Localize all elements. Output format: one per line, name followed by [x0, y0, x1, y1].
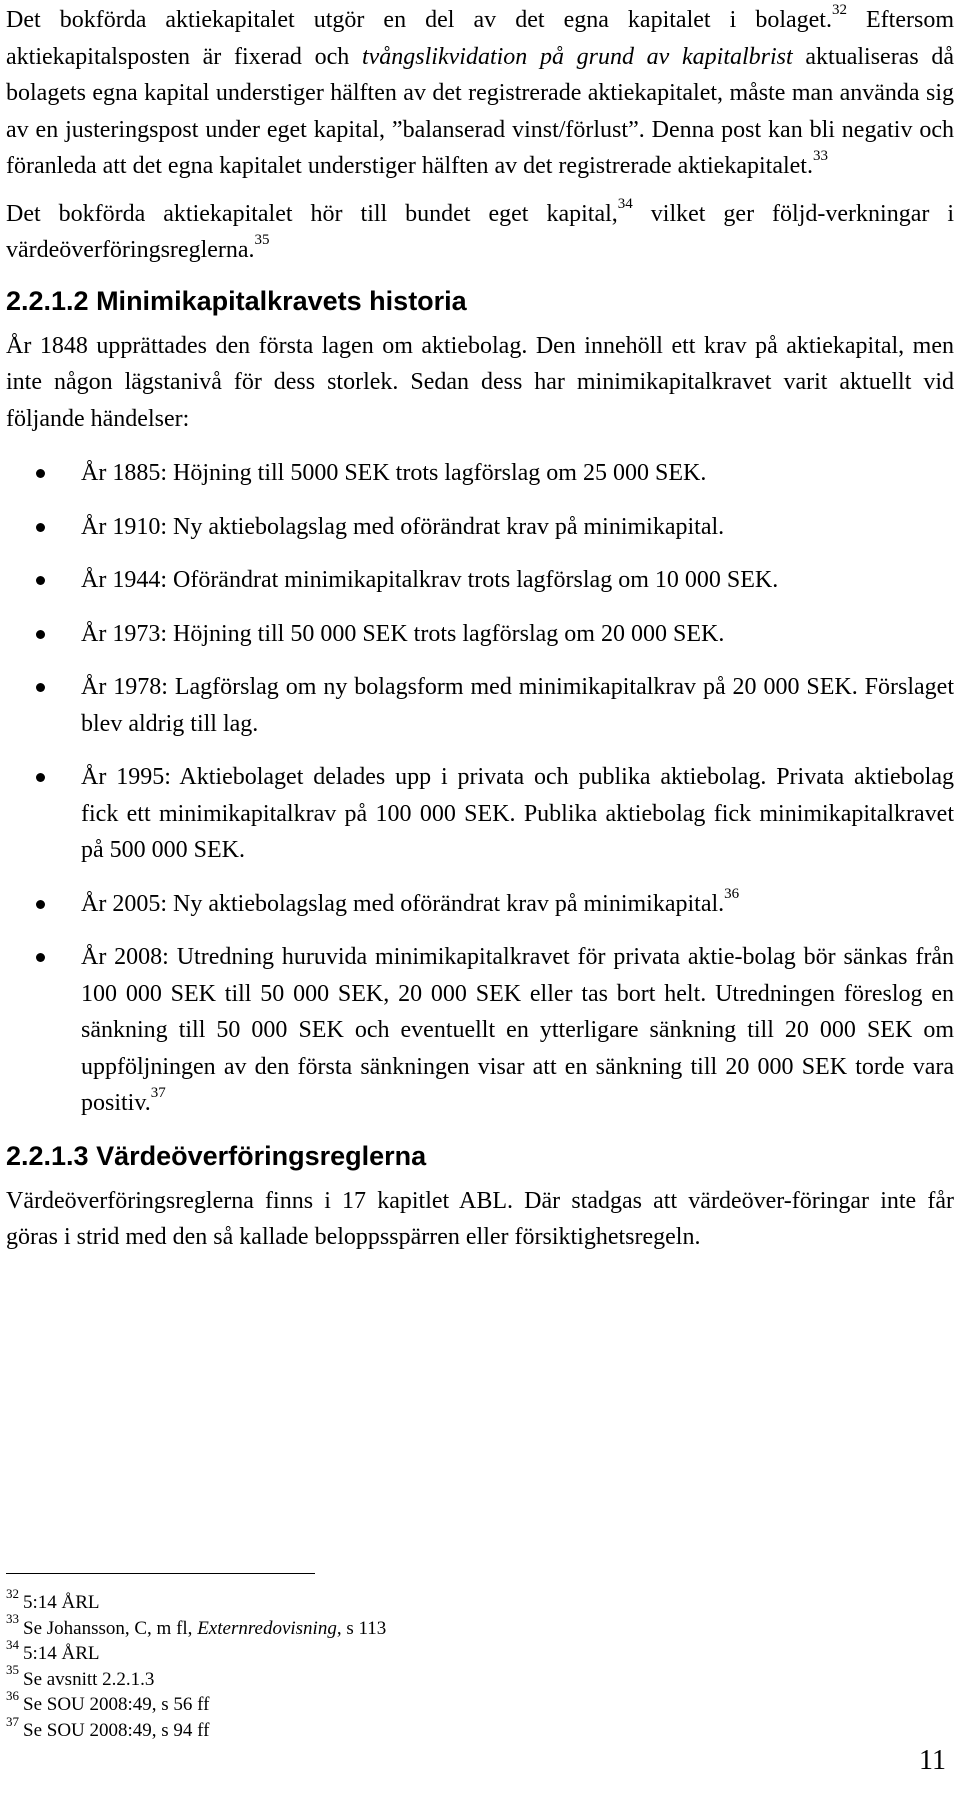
list-item [6, 562, 954, 599]
footnote-ref-36[interactable]: 36 [724, 885, 740, 902]
footnote-ref-37[interactable]: 37 [150, 1085, 166, 1101]
footnote-text: 5:14 ÅRL [23, 1643, 100, 1665]
list-item [6, 669, 954, 742]
footnote-italic-title: Externredovisning [197, 1617, 337, 1639]
list-item [6, 759, 954, 869]
footnote-number: 37 [6, 1713, 19, 1729]
paragraph-vardeoverforing: Värdeöverföringsreglerna finns i 17 kapitlet ABL. Där stadgas att värdeöver-föringar inte får göras i strid med den så kallade beloppsspärren eller försiktighetsregeln. [6, 1187, 954, 1250]
paragraph-bundet-kapital [6, 196, 954, 269]
bullet-icon [36, 576, 45, 585]
bullet-icon [36, 523, 45, 532]
bullet-icon [36, 630, 45, 639]
list-item-text: År 1910: Ny aktiebolagslag med oförändrat krav på minimikapital. [81, 513, 725, 540]
footnote-text: Se Johansson, C, m fl, [23, 1617, 198, 1639]
history-bullet-list [6, 455, 954, 1122]
paragraph-text: aktualiseras då bolagets egna kapital understiger hälften av det registrerade aktiekapitalet, måste man använda sig av en justeringspost under eget kapital, ”balanserad vinst/förlust”. Denna post kan bli negativ och föranleda att det egna kapitalet understiger hälften av det registrerade aktiekapitalet. [6, 43, 955, 179]
list-item-text: År 2008: Utredning huruvida minimikapitalkravet för privata aktie-bolag bör sänkas från 100 000 SEK till 50 000 SEK, 20 000 SEK eller tas bort helt. Utredningen föreslog en sänkning till 50 000 SEK och eventuellt en ytterligare sänkning till 20 000 SEK om uppföljningen av den första sänkningen visar att en sänkning till 20 000 SEK torde vara positiv. [81, 944, 954, 1116]
list-item-text: År 1978: Lagförslag om ny bolagsform med minimikapitalkrav på 20 000 SEK. Förslaget blev aldrig till lag. [81, 674, 954, 737]
footnote-number: 34 [6, 1636, 19, 1652]
list-item-text: År 1944: Oförändrat minimikapitalkrav trots lagförslag om 10 000 SEK. [81, 567, 779, 593]
footnote-ref-33[interactable]: 33 [812, 148, 828, 164]
footnote-item [6, 1662, 386, 1693]
footnote-item [6, 1636, 386, 1667]
section-heading-minimikapital: 2.2.1.2 Minimikapitalkravets historia [6, 285, 467, 316]
footnote-list [6, 1585, 387, 1744]
footnote-number: 36 [6, 1688, 19, 1704]
paragraph-text: Det bokförda aktiekapitalet hör till bundet eget kapital, [6, 200, 618, 227]
bullet-icon [36, 773, 45, 782]
footnote-text: 5:14 ÅRL [23, 1592, 100, 1613]
bullet-icon [36, 900, 45, 909]
footnote-ref-34[interactable]: 34 [617, 195, 633, 212]
list-item [6, 939, 954, 1122]
list-item [6, 455, 954, 492]
italic-term: tvångslikvidation på grund av kapitalbrist [361, 43, 793, 70]
footnote-text: , s 113 [336, 1617, 387, 1639]
list-item [6, 509, 954, 546]
footnote-ref-35[interactable]: 35 [254, 232, 270, 248]
footnote-number: 35 [6, 1662, 19, 1678]
main-content [6, 0, 954, 1256]
bullet-icon [36, 469, 45, 478]
footnote-item [6, 1585, 386, 1616]
paragraph-text: Det bokförda aktiekapitalet utgör en del av det egna kapitalet i bolaget. [6, 7, 832, 33]
footnote-ref-32[interactable]: 32 [831, 2, 847, 18]
bullet-icon [36, 953, 45, 962]
footnote-text: Se SOU 2008:49, s 94 ff [23, 1719, 210, 1741]
paragraph-text: Eftersom aktiekapitalsposten är fixerad och [6, 7, 954, 70]
footnote-item [6, 1713, 386, 1744]
footnote-number: 33 [6, 1611, 19, 1627]
paragraph-text: vilket ger följd-verkningar i värdeöverföringsreglerna. [6, 200, 954, 263]
footnote-text: Se SOU 2008:49, s 56 ff [23, 1694, 210, 1716]
list-item-text: År 1885: Höjning till 5000 SEK trots lagförslag om 25 000 SEK. [81, 460, 707, 486]
page-number: 11 [919, 1745, 946, 1776]
footnote-item [6, 1688, 386, 1718]
paragraph-aktiekapital [6, 2, 954, 185]
list-item [6, 616, 954, 653]
list-item [6, 886, 954, 923]
bullet-icon [36, 683, 45, 692]
footnote-separator [6, 1573, 315, 1574]
footnote-text: Se avsnitt 2.2.1.3 [23, 1668, 155, 1690]
list-item-text: År 1973: Höjning till 50 000 SEK trots lagförslag om 20 000 SEK. [81, 620, 725, 647]
list-item-text: År 1995: Aktiebolaget delades upp i privata och publika aktiebolag. Privata aktiebolag fick ett minimikapitalkrav på 100 000 SEK. Publika aktiebolag fick minimikapitalkravet på 500 000 SEK. [81, 764, 954, 863]
list-item-text: År 2005: Ny aktiebolagslag med oförändrat krav på minimikapital. [81, 890, 725, 917]
footnote-number: 32 [6, 1585, 19, 1601]
section-heading-vardeoverforing: 2.2.1.3 Värdeöverföringsreglerna [6, 1140, 427, 1171]
paragraph-history-intro: År 1848 upprättades den första lagen om aktiebolag. Den innehöll ett krav på aktiekapital, men inte någon lägstanivå för dess storlek. Sedan dess har minimikapitalkravet varit aktuellt vid följande händelser: [6, 332, 954, 432]
footnote-item [6, 1611, 387, 1642]
